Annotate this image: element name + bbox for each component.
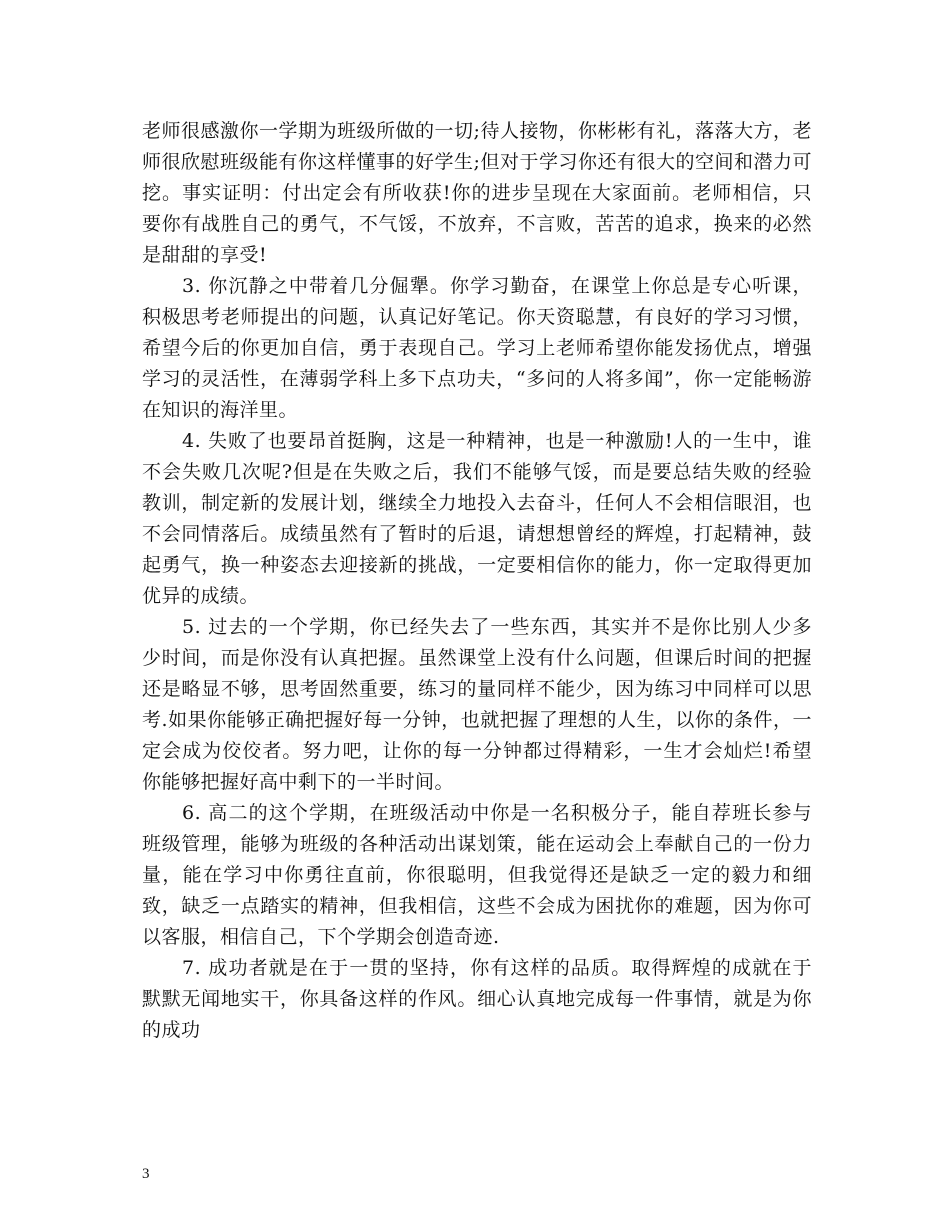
document-body — [142, 116, 812, 1046]
paragraph-item-6: 6. 高二的这个学期，在班级活动中你是一名积极分子，能自荐班长参与班级管理，能够为班级的各种活动出谋划策，能在运动会上奉献自己的一份力量，能在学习中你勇往直前，你很聪明，但我觉得还是缺乏一定的毅力和细致，缺乏一点踏实的精神，但我相信，这些不会成为困扰你的难题，因为你可以客服，相信自己，下个学期会创造奇迹. — [142, 802, 812, 948]
paragraph-item-7: 7. 成功者就是在于一贯的坚持，你有这样的品质。取得辉煌的成就在于默默无闻地实干，你具备这样的作风。细心认真地完成每一件事情，就是为你的成功 — [142, 957, 812, 1041]
paragraph-continuation: 老师很感激你一学期为班级所做的一切;待人接物，你彬彬有礼，落落大方，老师很欣慰班级能有你这样懂事的好学生;但对于学习你还有很大的空间和潜力可挖。事实证明：付出定会有所收获!你的进步呈现在大家面前。老师相信，只要你有战胜自己的勇气，不气馁，不放弃，不言败，苦苦的追求，换来的必然是甜甜的享受! — [142, 120, 812, 266]
page-number: 3 — [142, 1166, 150, 1182]
paragraph-item-3: 3. 你沉静之中带着几分倔犟。你学习勤奋，在课堂上你总是专心听课，积极思考老师提出的问题，认真记好笔记。你天资聪慧，有良好的学习习惯，希望今后的你更加自信，勇于表现自己。学习上老师希望你能发扬优点，增强学习的灵活性，在薄弱学科上多下点功夫，“多问的人将多闻”，你一定能畅游在知识的海洋里。 — [142, 275, 812, 421]
paragraph-item-4: 4. 失败了也要昂首挺胸，这是一种精神，也是一种激励!人的一生中，谁不会失败几次呢?但是在失败之后，我们不能够气馁，而是要总结失败的经验教训，制定新的发展计划，继续全力地投入去奋斗，任何人不会相信眼泪，也不会同情落后。成绩虽然有了暂时的后退，请想想曾经的辉煌，打起精神，鼓起勇气，换一种姿态去迎接新的挑战，一定要相信你的能力，你一定取得更加优异的成绩。 — [142, 430, 812, 607]
paragraph-item-5: 5. 过去的一个学期，你已经失去了一些东西，其实并不是你比别人少多少时间，而是你没有认真把握。虽然课堂上没有什么问题，但课后时间的把握还是略显不够，思考固然重要，练习的量同样不能少，因为练习中同样可以思考.如果你能够正确把握好每一分钟，也就把握了理想的人生，以你的条件，一定会成为佼佼者。努力吧，让你的每一分钟都过得精彩，一生才会灿烂!希望你能够把握好高中剩下的一半时间。 — [142, 616, 812, 793]
